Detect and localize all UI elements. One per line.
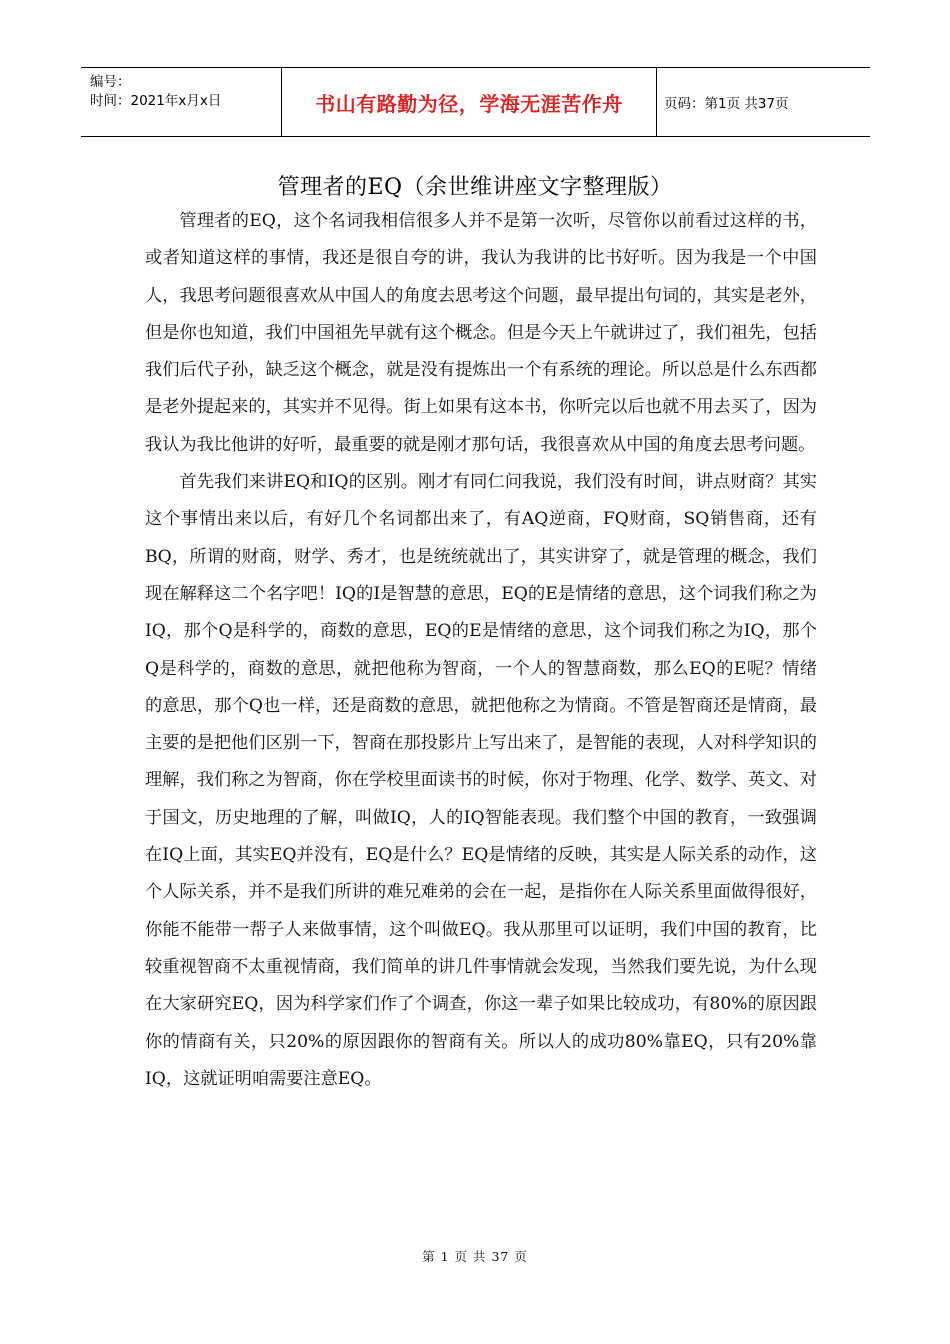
header-motto-cell [282, 68, 657, 136]
time-label: 时间：2021年x月x日 [90, 93, 222, 109]
header-meta [81, 68, 282, 136]
page-header [81, 67, 870, 137]
body-paragraph: 首先我们来讲EQ和IQ的区别。刚才有同仁问我说，我们没有时间，讲点财商？其实这个事情出来以后，有好几个名词都出来了，有AQ逆商，FQ财商，SQ销售商，还有BQ，所谓的财商，财学、秀才，也是统统就出了，其实讲穿了，就是管理的概念，我们现在解释这二个名字吧！IQ的I是智慧的意思，EQ的E是情绪的意思，这个词我们称之为IQ，那个Q是科学的，商数的意思，EQ的E是情绪的意思，这个词我们称之为IQ，那个Q是科学的，商数的意思，就把他称为智商，一个人的智慧商数，那么EQ的E呢？情绪的意思，那个Q也一样，还是商数的意思，就把他称之为情商。不管是智商还是情商，最主要的是把他们区别一下，智商在那投影片上写出来了，是智能的表现，人对科学知识的理解，我们称之为智商，你在学校里面读书的时候，你对于物理、化学、数学、英文、对于国文，历史地理的了解，叫做IQ，人的IQ智能表现。我们整个中国的教育，一致强调在IQ上面，其实EQ并没有，EQ是什么？EQ是情绪的反映，其实是人际关系的动作，这个人际关系，并不是我们所讲的难兄难弟的会在一起，是指你在人际关系里面做得很好，你能不能带一帮子人来做事情，这个叫做EQ。我从那里可以证明，我们中国的教育，比较重视智商不太重视情商，我们简单的讲几件事情就会发现，当然我们要先说，为什么现在大家研究EQ，因为科学家们作了个调查，你这一辈子如果比较成功，有80%的原因跟你的情商有关，只20%的原因跟你的智商有关。所以人的成功80%靠EQ，只有20%靠IQ，这就证明咱需要注意EQ。 [145, 472, 817, 1089]
document-body [145, 203, 817, 1098]
page-footer: 第 1 页 共 37 页 [422, 1249, 528, 1264]
document-title: 管理者的EQ（余世维讲座文字整理版） [277, 175, 673, 200]
header-page-info: 页码：第1页 共37页 [664, 96, 789, 112]
header-motto: 书山有路勤为径，学海无涯苦作舟 [315, 91, 623, 116]
body-paragraph: 管理者的EQ，这个名词我相信很多人并不是第一次听，尽管你以前看过这样的书，或者知道这样的事情，我还是很自夸的讲，我认为我讲的比书好听。因为我是一个中国人，我思考问题很喜欢从中国人的角度去思考这个问题，最早提出句词的，其实是老外，但是你也知道，我们中国祖先早就有这个概念。但是今天上午就讲过了，我们祖先，包括我们后代子孙，缺乏这个概念，就是没有提炼出一个有系统的理论。所以总是什么东西都是老外提起来的，其实并不见得。街上如果有这本书，你听完以后也就不用去买了，因为我认为我比他讲的好听，最重要的就是刚才那句话，我很喜欢从中国的角度去思考问题。 [145, 211, 817, 455]
number-label: 编号： [90, 74, 131, 90]
